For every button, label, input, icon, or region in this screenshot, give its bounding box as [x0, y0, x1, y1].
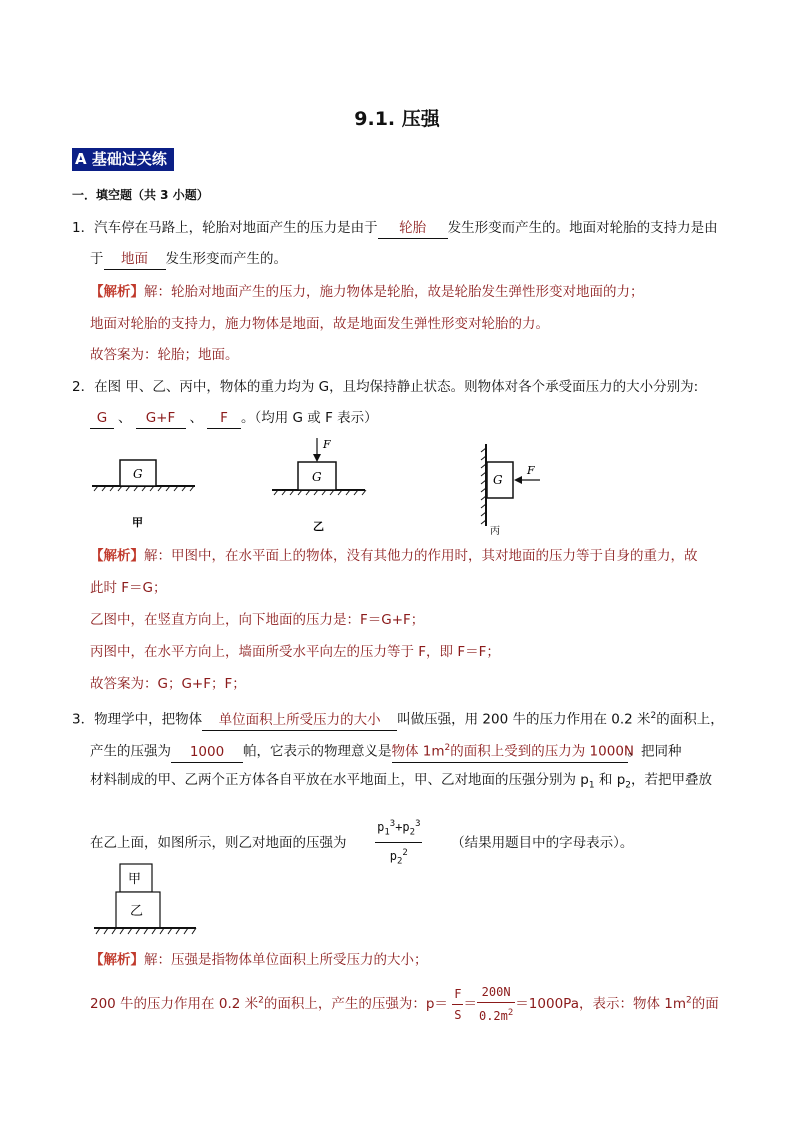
q2-analysis-5: 故答案为：G；G+F；F；: [90, 676, 246, 692]
q2-answer-blank-2: G+F: [136, 408, 186, 429]
q3-analysis-2: 200 牛的压力作用在 0.2 米$^2$的面积上，产生的压强为：p＝ $\frac{F}{S}$ ＝ $\frac{200N}{0.2m^2}$ ＝1000Pa，表示：物体 $1m^2$的面: [90, 982, 719, 1026]
analysis-tag: 【解析】: [90, 548, 144, 564]
q2-figure: [80, 434, 560, 538]
q3-answer-blank-1: 单位面积上所受压力的大小: [202, 710, 397, 731]
q3-line2: 产生的压强为 1000 帕，它表示的物理意义是物体 $1m^2$的面积上受到的压力为 1000N。把同种: [90, 738, 682, 763]
label-g-jia: G: [133, 467, 143, 481]
q3-line3: 材料制成的甲、乙两个正方体各自平放在水平地面上，甲、乙对地面的压强分别为 $p_1$ 和 $p_2$，若把甲叠放: [90, 772, 712, 791]
q3-line1: 3．物理学中，把物体 单位面积上所受压力的大小 叫做压强，用 200 牛的压力作用在 0.2 米$^2$的面积上，: [72, 706, 724, 731]
q3-figure: [92, 858, 202, 940]
label-yi: 乙: [313, 520, 324, 533]
q1-analysis-2: 地面对轮胎的支持力，施力物体是地面，故是地面发生弹性形变对轮胎的力。: [90, 316, 549, 332]
label-f-bing: F: [527, 464, 535, 477]
q2-line1: 2．在图 甲、乙、丙中，物体的重力均为 G，且均保持静止状态。则物体对各个承受面压力的大小分别为:: [72, 379, 699, 395]
label-bing: 丙: [490, 526, 500, 537]
q2-answer-blank-1: G: [90, 408, 114, 429]
q1-analysis-3: 故答案为：轮胎；地面。: [90, 347, 239, 363]
q2-analysis-2: 此时 F＝G；: [90, 580, 167, 596]
q2-answer-blank-3: F: [207, 408, 241, 429]
section-header: A 基础过关练: [72, 148, 174, 171]
q2-line2: G 、 G+F 、 F 。（均用 G 或 F 表示）: [90, 408, 378, 429]
label-f-yi: F: [323, 438, 331, 451]
q3-answer-blank-4: $\frac{p_1^3+p_2^3}{p_2^2}$: [351, 814, 447, 872]
analysis-tag: 【解析】: [90, 952, 144, 968]
q1-answer-blank-1: 轮胎: [378, 218, 448, 239]
box-jia-label: 甲: [128, 872, 142, 887]
figure-yi: [272, 438, 366, 533]
box-yi-label: 乙: [130, 904, 144, 919]
label-g-yi: G: [312, 470, 322, 484]
label-g-bing: G: [493, 473, 503, 487]
q3-analysis-1: 【解析】解：压强是指物体单位面积上所受压力的大小；: [90, 952, 428, 968]
analysis-tag: 【解析】: [90, 284, 144, 300]
q2-analysis-3: 乙图中，在竖直方向上，向下地面的压力是：F＝G+F；: [90, 612, 425, 628]
q1-analysis-1: 【解析】解：轮胎对地面产生的压力，施力物体是轮胎，故是轮胎发生弹性形变对地面的力；: [90, 284, 644, 300]
q2-analysis-1: 【解析】解：甲图中，在水平面上的物体，没有其他力的作用时，其对地面的压力等于自身的重力，故: [90, 548, 698, 564]
label-jia: 甲: [132, 516, 143, 529]
subsection-header: 一．填空题（共 3 小题）: [72, 188, 209, 202]
figure-jia: [92, 460, 195, 529]
page-title: 9.1. 压强: [354, 108, 440, 130]
q2-analysis-4: 丙图中，在水平方向上，墙面所受水平向左的压力等于 F，即 F＝F；: [90, 644, 500, 660]
q1-answer-blank-2: 地面: [104, 249, 166, 270]
figure-bing: [481, 444, 540, 537]
q1-line2: 于 地面 发生形变而产生的。: [90, 249, 287, 270]
q1-line1: 1．汽车停在马路上，轮胎对地面产生的压力是由于 轮胎 发生形变而产生的。地面对轮胎的支持力是由: [72, 218, 718, 239]
q3-answer-blank-2: 1000: [171, 742, 243, 763]
q3-line4: 在乙上面，如图所示，则乙对地面的压强为 $\frac{p_1^3+p_2^3}{p_2^2}$ （结果用题目中的字母表示）。: [90, 814, 633, 872]
q3-answer-blank-3: 物体 $1m^2$的面积上受到的压力为 1000N: [392, 738, 628, 763]
